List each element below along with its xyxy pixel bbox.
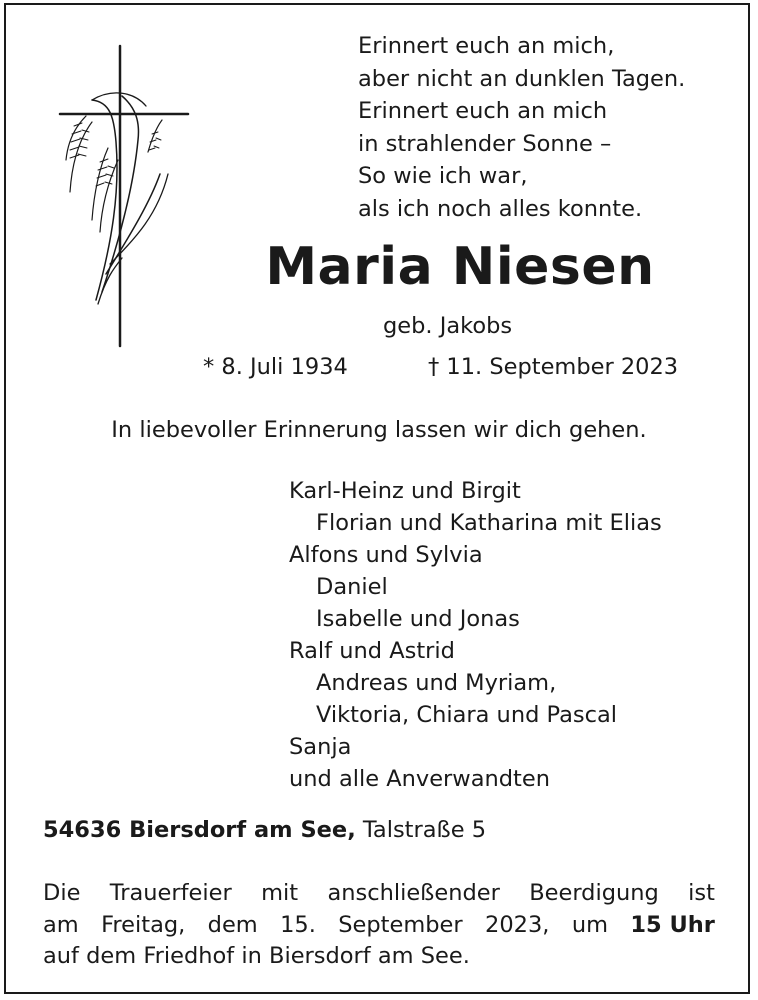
family-member: Viktoria, Chiara und Pascal bbox=[316, 702, 617, 728]
poem-line: Erinnert euch an mich bbox=[358, 98, 608, 124]
cross-with-wheat-icon bbox=[52, 42, 192, 352]
family-member: Andreas und Myriam, bbox=[316, 670, 557, 696]
funeral-time: 15 Uhr bbox=[630, 911, 715, 938]
family-member: und alle Anverwandten bbox=[289, 766, 550, 792]
funeral-word: September bbox=[338, 911, 463, 938]
maiden-name: geb. Jakobs bbox=[383, 313, 513, 339]
deceased-name: Maria Niesen bbox=[265, 237, 655, 297]
birth-date: * 8. Juli 1934 bbox=[203, 354, 348, 380]
death-date: † 11. September 2023 bbox=[428, 354, 679, 380]
poem-line: in strahlender Sonne – bbox=[358, 130, 612, 157]
funeral-word: mit bbox=[261, 880, 299, 906]
family-member: Karl-Heinz und Birgit bbox=[289, 478, 521, 504]
poem-line: als ich noch alles konnte. bbox=[358, 195, 643, 222]
poem-line: So wie ich war, bbox=[358, 163, 528, 189]
funeral-word: Trauerfeier bbox=[109, 880, 232, 906]
family-member: Alfons und Sylvia bbox=[289, 542, 483, 568]
family-member: Sanja bbox=[289, 734, 352, 760]
funeral-word: Die bbox=[43, 880, 81, 906]
funeral-word: Beerdigung bbox=[529, 880, 659, 906]
poem-line: aber nicht an dunklen Tagen. bbox=[358, 65, 686, 92]
address-street: Talstraße 5 bbox=[362, 817, 487, 843]
funeral-word: am bbox=[43, 911, 79, 938]
funeral-word: um bbox=[571, 911, 608, 938]
poem-line: Erinnert euch an mich, bbox=[358, 33, 615, 59]
funeral-word: 15. bbox=[280, 911, 316, 938]
farewell-text: In liebevoller Erinnerung lassen wir dich gehen. bbox=[111, 417, 647, 443]
funeral-word: anschließender bbox=[327, 880, 500, 906]
poem bbox=[358, 30, 685, 225]
funeral-word: ist bbox=[688, 880, 715, 906]
funeral-details bbox=[43, 878, 715, 973]
funeral-word: 2023, bbox=[485, 911, 550, 938]
funeral-line: auf dem Friedhof in Biersdorf am See. bbox=[43, 943, 470, 969]
mourning-address bbox=[43, 817, 486, 843]
family-member: Isabelle und Jonas bbox=[316, 606, 520, 632]
funeral-line bbox=[43, 910, 715, 942]
funeral-word: Freitag, bbox=[101, 911, 186, 938]
address-place: 54636 Biersdorf am See, bbox=[43, 817, 356, 843]
funeral-line bbox=[43, 878, 715, 910]
family-member: Florian und Katharina mit Elias bbox=[316, 510, 662, 536]
family-member: Ralf und Astrid bbox=[289, 638, 455, 664]
family-list bbox=[289, 475, 662, 795]
family-member: Daniel bbox=[316, 574, 388, 600]
funeral-word: dem bbox=[207, 911, 258, 938]
